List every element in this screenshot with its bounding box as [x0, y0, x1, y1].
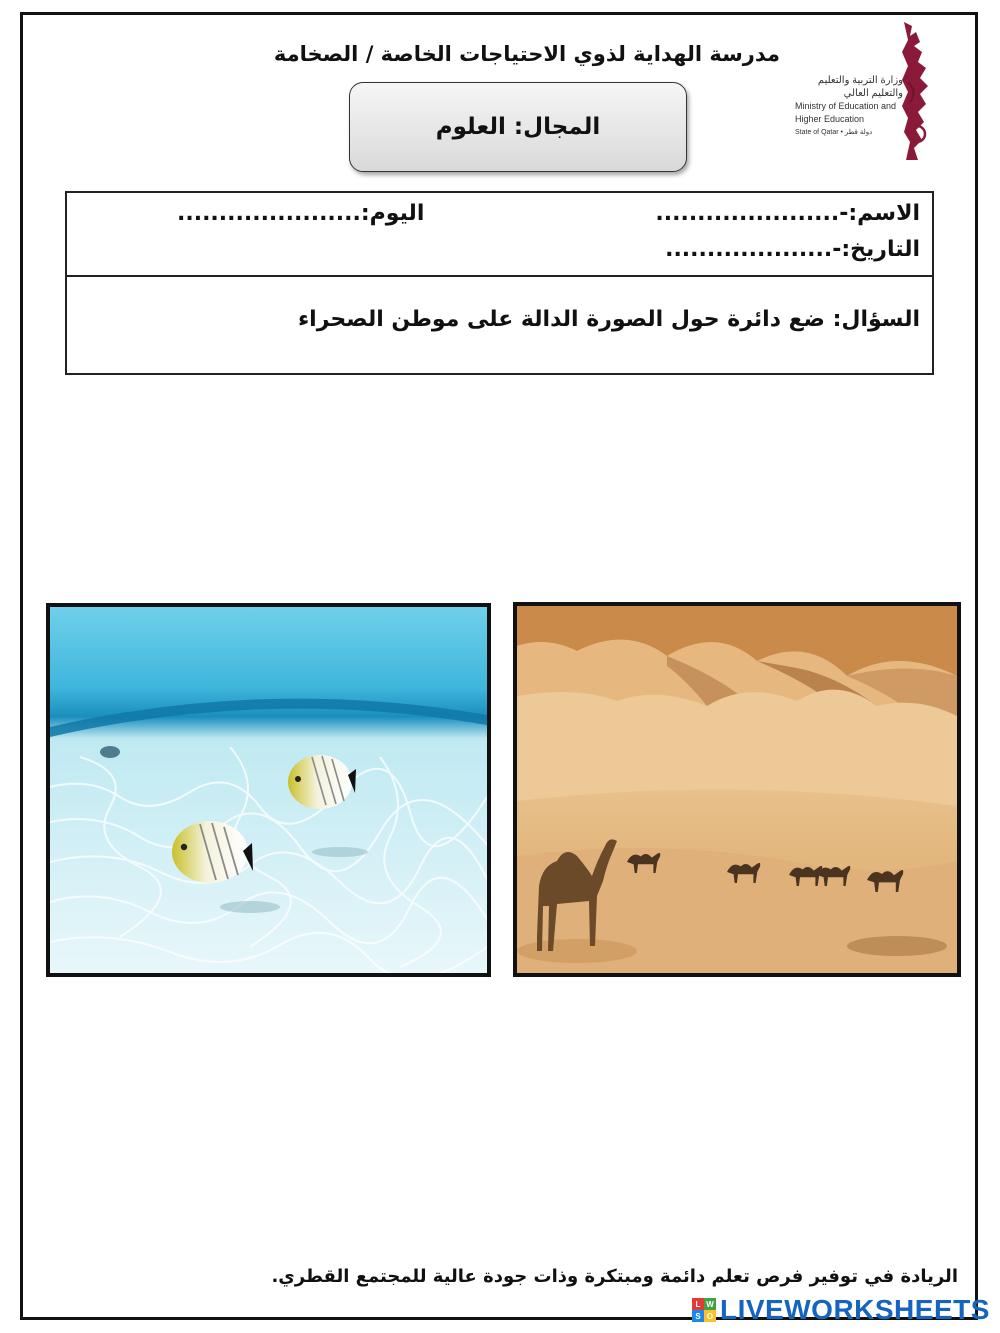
ministry-name-en: Ministry of Education and Higher Education: [795, 101, 897, 124]
name-field[interactable]: الاسم:-......................: [655, 201, 920, 226]
ministry-logo: [795, 22, 935, 162]
state-name: State of Qatar • دولة قطر: [795, 129, 873, 136]
subject-box: [349, 82, 687, 172]
day-field[interactable]: اليوم:......................: [177, 201, 425, 226]
sea-image[interactable]: [46, 603, 491, 977]
wm-logo-cell: L: [692, 1298, 704, 1310]
question-text: السؤال: ضع دائرة حول الصورة الدالة على موطن الصحراء: [297, 307, 920, 332]
qatar-emblem-icon: [900, 22, 930, 160]
student-info-box: [65, 191, 934, 375]
wm-logo-cell: W: [704, 1298, 716, 1310]
wm-logo-cell: O: [704, 1310, 716, 1322]
date-field[interactable]: التاريخ:-....................: [665, 237, 920, 262]
subject-label: المجال: العلوم: [435, 114, 601, 140]
school-title: مدرسة الهداية لذوي الاحتياجات الخاصة / الصخامة: [273, 42, 780, 66]
wm-logo-cell: S: [692, 1310, 704, 1322]
liveworksheets-logo-icon: [692, 1298, 716, 1322]
desert-image[interactable]: [513, 602, 961, 977]
ministry-name-ar: وزارة التربية والتعليم والتعليم العالي: [817, 75, 903, 99]
liveworksheets-watermark[interactable]: [692, 1294, 990, 1326]
footer-motto: الريادة في توفير فرص تعلم دائمة ومبتكرة وذات جودة عالية للمجتمع القطري.: [271, 1266, 958, 1287]
desert-illustration: [517, 606, 957, 973]
ministry-logo-text: [795, 74, 903, 139]
watermark-text: LIVEWORKSHEETS: [720, 1294, 990, 1325]
sea-illustration: [50, 607, 487, 973]
info-divider: [67, 275, 932, 277]
